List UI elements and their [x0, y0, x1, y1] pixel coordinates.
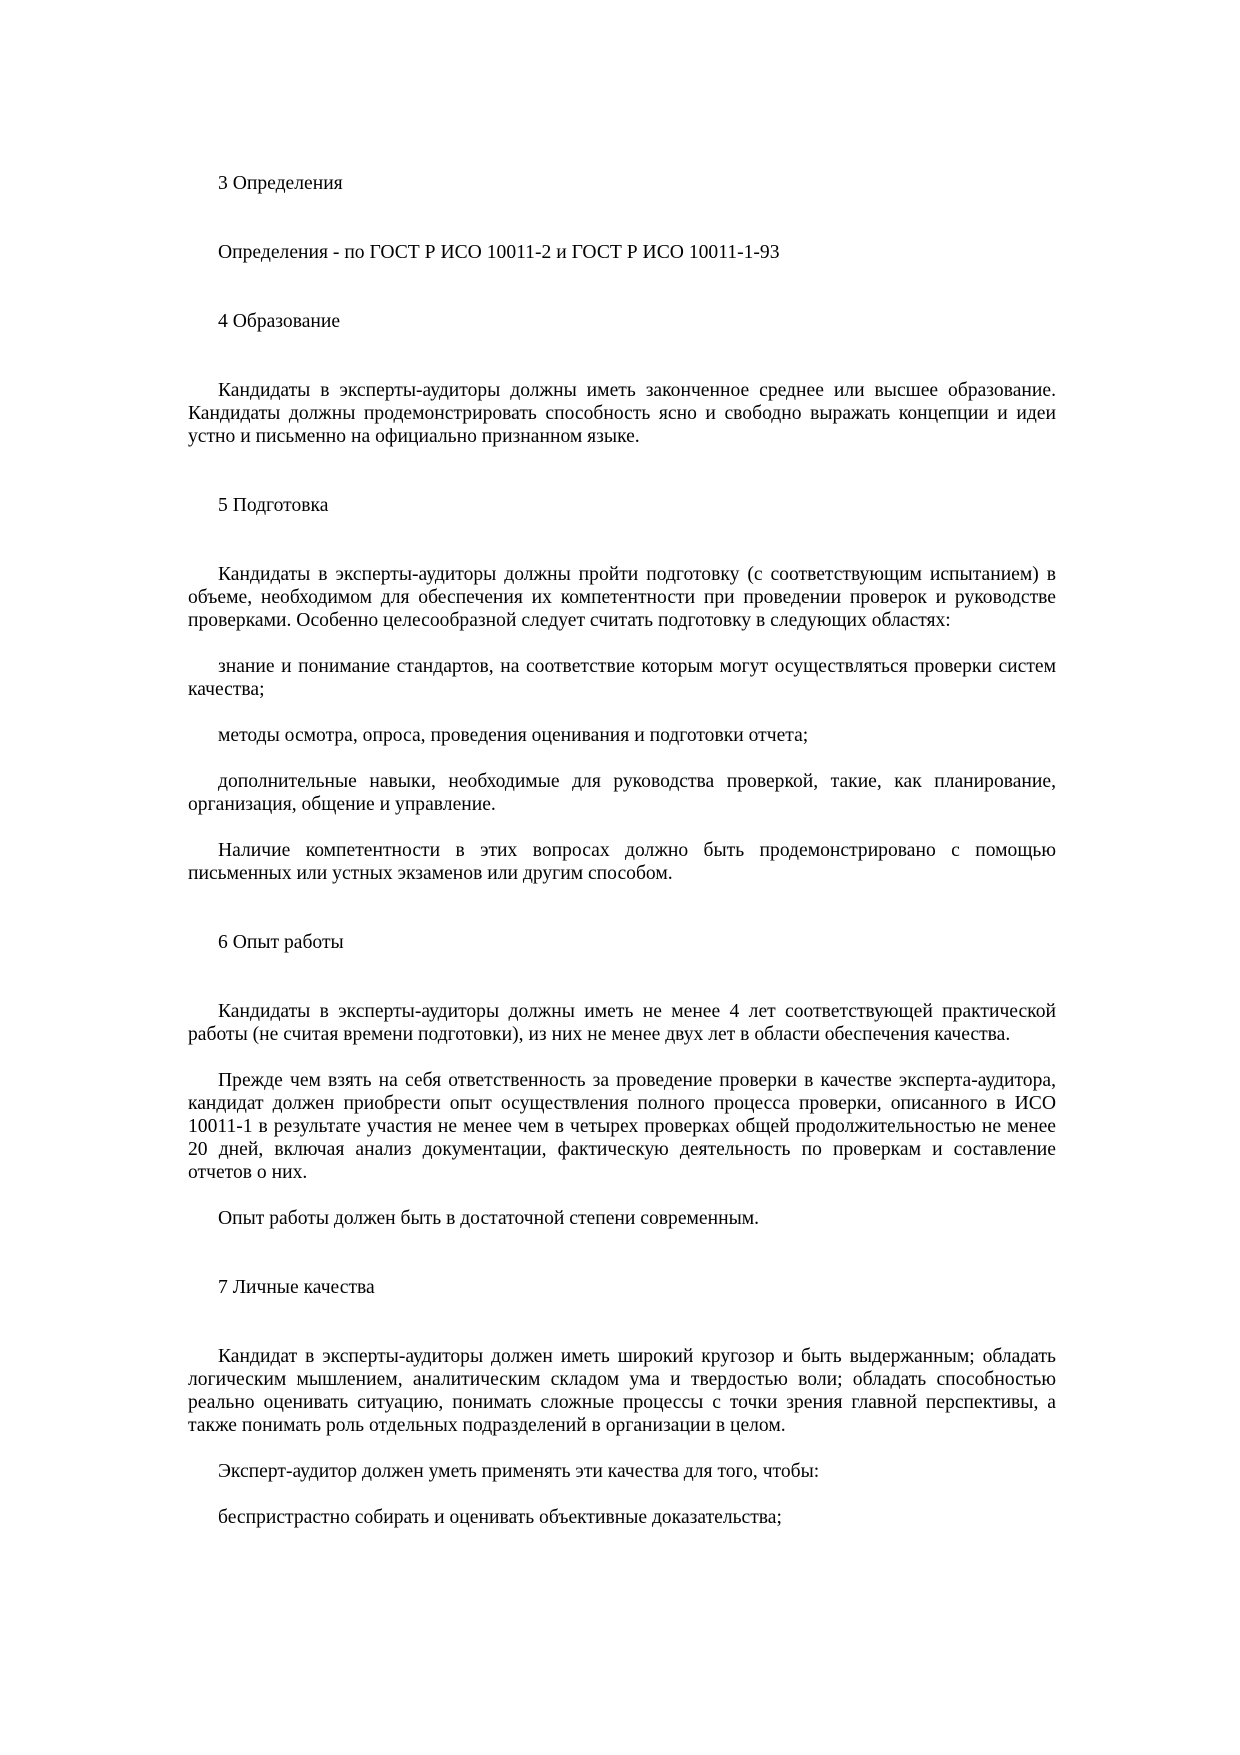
section-7-paragraph-2: Эксперт-аудитор должен уметь применять эти качества для того, чтобы:	[218, 1461, 820, 1482]
section-3-heading: 3 Определения	[218, 173, 343, 194]
section-5-paragraph-2: знание и понимание стандартов, на соответствие которым могут осуществляться проверки систем качества;	[188, 656, 1056, 700]
section-7-paragraph-1: Кандидат в эксперты-аудиторы должен иметь широкий кругозор и быть выдержанным; обладать логическим мышлением, аналитическим складом ума и твердостью воли; обладать способностью реально оценивать ситуацию, понимать сложные процессы с точки зрения главной перспективы, а также понимать роль отдельных подразделений в организации в целом.	[188, 1346, 1056, 1436]
section-7-paragraph-3: беспристрастно собирать и оценивать объективные доказательства;	[218, 1507, 782, 1528]
section-6-paragraph-2: Прежде чем взять на себя ответственность за проведение проверки в качестве эксперта-аудитора, кандидат должен приобрести опыт осуществления полного процесса проверки, описанного в ИСО 10011-1 в результате участия не менее чем в четырех проверках общей продолжительностью не менее 20 дней, включая анализ документации, фактическую деятельность по проверкам и составление отчетов о них.	[188, 1070, 1056, 1183]
section-6-heading: 6 Опыт работы	[218, 932, 344, 953]
section-4-heading: 4 Образование	[218, 311, 341, 332]
section-4-paragraph: Кандидаты в эксперты-аудиторы должны иметь законченное среднее или высшее образование. Кандидаты должны продемонстрировать способность ясно и свободно выражать концепции и идеи устно и письменно на официально признанном языке.	[188, 380, 1056, 447]
section-5-paragraph-3: методы осмотра, опроса, проведения оценивания и подготовки отчета;	[218, 725, 809, 746]
section-5-paragraph-1: Кандидаты в эксперты-аудиторы должны пройти подготовку (с соответствующим испытанием) в объеме, необходимом для обеспечения их компетентности при проведении проверок и руководстве проверками. Особенно целесообразной следует считать подготовку в следующих областях:	[188, 564, 1056, 631]
section-5-paragraph-5: Наличие компетентности в этих вопросах должно быть продемонстрировано с помощью письменных или устных экзаменов или другим способом.	[188, 840, 1056, 884]
section-7-heading: 7 Личные качества	[218, 1277, 375, 1298]
section-5-heading: 5 Подготовка	[218, 495, 329, 516]
section-3-paragraph: Определения - по ГОСТ Р ИСО 10011-2 и ГОСТ Р ИСО 10011-1-93	[218, 242, 780, 263]
section-6-paragraph-1: Кандидаты в эксперты-аудиторы должны иметь не менее 4 лет соответствующей практической работы (не считая времени подготовки), из них не менее двух лет в области обеспечения качества.	[188, 1001, 1056, 1045]
section-6-paragraph-3: Опыт работы должен быть в достаточной степени современным.	[218, 1208, 760, 1229]
document-page	[188, 172, 1056, 1529]
section-5-paragraph-4: дополнительные навыки, необходимые для руководства проверкой, такие, как планирование, организация, общение и управление.	[188, 771, 1056, 815]
